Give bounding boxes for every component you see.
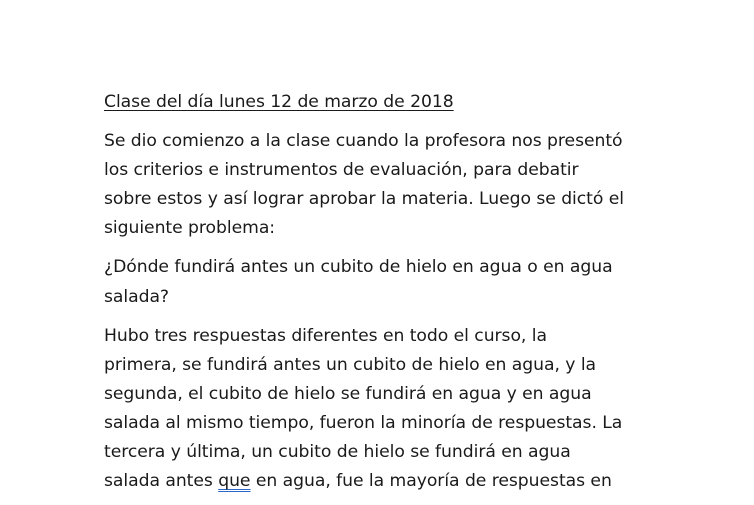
paragraph-question	[104, 253, 664, 311]
document-body	[104, 88, 664, 505]
paragraph-spacer	[104, 117, 664, 127]
text-fragment: salada antes	[104, 471, 219, 492]
text-fragment: en agua, fue la mayoría de respuestas en	[250, 471, 612, 492]
paragraph-line: los criterios e instrumentos de evaluación, para debatir	[104, 160, 579, 181]
paragraph-line: salada al mismo tiempo, fueron la minoría de respuestas. La	[104, 412, 623, 433]
paragraph-line: sobre estos y así lograr aprobar la materia. Luego se dictó el	[104, 189, 625, 210]
cut-off-line	[104, 496, 664, 505]
paragraph-line-last	[104, 467, 664, 496]
paragraph-answers	[104, 322, 664, 505]
paragraph-line: Se dio comienzo a la clase cuando la profesora nos presentó	[104, 131, 623, 152]
document-title: Clase del día lunes 12 de marzo de 2018	[104, 92, 454, 112]
paragraph-spacer	[104, 243, 664, 253]
paragraph-spacer	[104, 312, 664, 322]
paragraph-line: ¿Dónde fundirá antes un cubito de hielo en agua o en agua	[104, 257, 613, 278]
paragraph-line: siguiente problema:	[104, 218, 276, 239]
grammar-flagged-word[interactable]: que	[218, 471, 251, 492]
paragraph-intro	[104, 127, 664, 243]
paragraph-line: tercera y última, un cubito de hielo se fundirá en agua	[104, 442, 571, 463]
paragraph-line: salada?	[104, 286, 170, 307]
paragraph-line: segunda, el cubito de hielo se fundirá en agua y en agua	[104, 383, 592, 404]
paragraph-line: Hubo tres respuestas diferentes en todo el curso, la	[104, 325, 547, 346]
paragraph-line: primera, se fundirá antes un cubito de hielo en agua, y la	[104, 354, 597, 375]
